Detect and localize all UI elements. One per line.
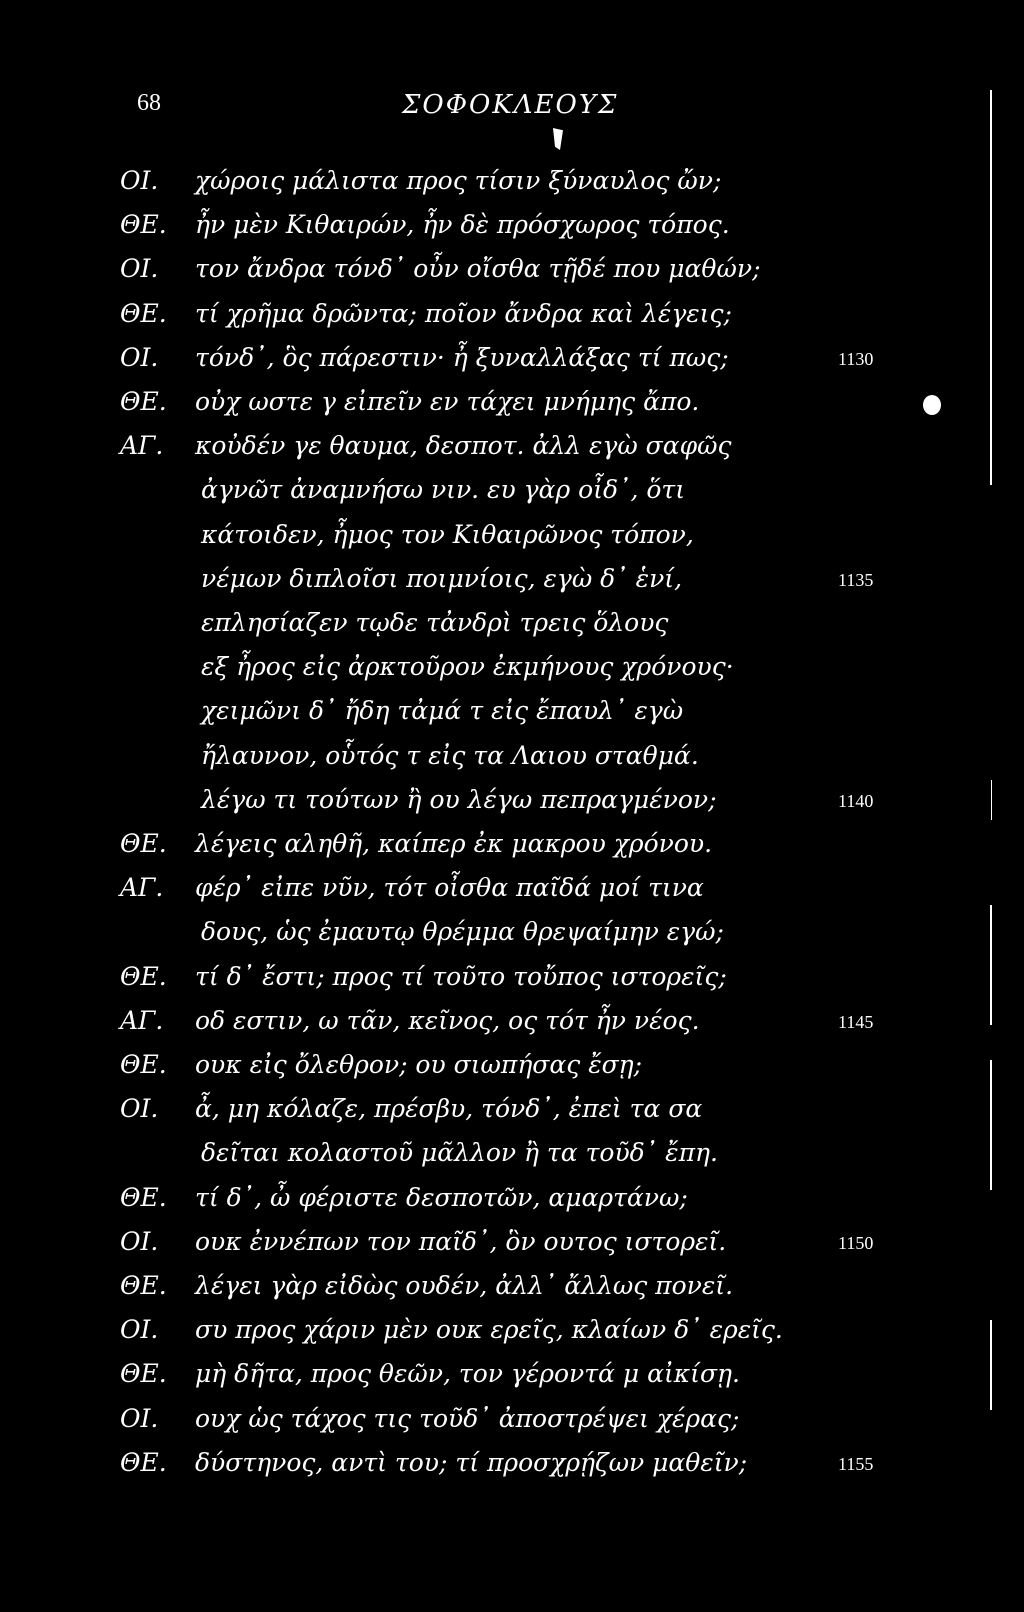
- speaker-label: ΟΙ.: [120, 1226, 159, 1256]
- verse-text: λέγεις αληθῆ, καίπερ ἐκ μακρου χρόνου.: [195, 829, 713, 858]
- verse-text: δύστηνος, αντὶ του; τί προσχρῄζων μαθεῖν;: [195, 1447, 748, 1477]
- speaker-label: ΑΓ.: [120, 1005, 164, 1035]
- verse-line: [0, 873, 1024, 913]
- verse-text: εξ ἦρος εἰς ἀρκτοῦρον ἐκμήνους χρόνους·: [201, 652, 734, 682]
- line-number: 1140: [838, 790, 874, 811]
- verse-text: τί δ᾽, ὦ φέριστε δεσποτῶν, αμαρτάνω;: [195, 1182, 688, 1212]
- verse-text: ἆ, μη κόλαζε, πρέσβυ, τόνδ᾽, ἐπεὶ τα σα: [195, 1094, 703, 1124]
- verse-line: [0, 917, 1024, 957]
- verse-text: ἦν μὲν Κιθαιρών, ἦν δὲ πρόσχωρος τόπος.: [195, 210, 730, 240]
- verse-text: ουχ ὡς τάχος τις τοῦδ᾽ ἀποστρέψει χέρας;: [195, 1403, 740, 1433]
- verse-line: [0, 608, 1024, 648]
- verse-text: λέγω τι τούτων ἢ ου λέγω πεπραγμένον;: [201, 784, 717, 814]
- page-number: 68: [137, 90, 161, 116]
- verse-line: [0, 1094, 1024, 1134]
- speaker-label: ΟΙ.: [120, 1094, 159, 1124]
- verse-line: [0, 299, 1024, 339]
- verse-line: [0, 343, 1024, 383]
- speaker-label: ΟΙ.: [120, 1315, 159, 1345]
- verse-line: [0, 785, 1024, 825]
- verse-text: χειμῶνι δ᾽ ἤδη τἀμά τ εἰς ἔπαυλ᾽ εγὼ: [201, 696, 684, 726]
- line-number: 1155: [838, 1453, 874, 1474]
- verse-text: επλησίαζεν τῳδε τἀνδρὶ τρεις ὅλους: [201, 608, 669, 637]
- speaker-label: ΘΕ.: [120, 387, 167, 416]
- verse-text: ἤλαυνον, οὗτός τ εἰς τα Λαιου σταθμά.: [201, 740, 699, 770]
- line-number: 1135: [838, 569, 874, 590]
- speaker-label: ΟΙ.: [120, 166, 159, 195]
- verse-text: λέγει γὰρ εἰδὼς ουδέν, ἀλλ᾽ ἄλλως πονεῖ.: [195, 1271, 734, 1300]
- speaker-label: ΘΕ.: [120, 1359, 167, 1389]
- verse-text: οδ εστιν, ω τᾶν, κεῖνος, ος τότ ἦν νέος.: [195, 1005, 700, 1035]
- verse-text: ουκ εἰς ὄλεθρον; ου σιωπήσας ἔσῃ;: [195, 1050, 643, 1079]
- verse-line: [0, 1183, 1024, 1223]
- speaker-label: ΑΓ.: [120, 431, 164, 461]
- verse-line: [0, 1006, 1024, 1046]
- line-number: 1145: [838, 1011, 874, 1032]
- verse-line: [0, 1448, 1024, 1488]
- speaker-label: ΟΙ.: [120, 1403, 159, 1433]
- verse-line: [0, 1227, 1024, 1267]
- verse-text: μὴ δῆτα, προς θεῶν, τον γέροντά μ αἰκίσῃ.: [195, 1359, 740, 1389]
- line-number: 1150: [838, 1232, 874, 1253]
- verse-line: [0, 1404, 1024, 1444]
- verse-text: κοὐδέν γε θαυμα, δεσποτ. ἀλλ εγὼ σαφῶς: [195, 431, 732, 461]
- verse-text: τόνδ᾽, ὃς πάρεστιν· ἦ ξυναλλάξας τί πως;: [195, 342, 729, 372]
- verse-text: συ προς χάριν μὲν ουκ ερεῖς, κλαίων δ᾽ ερεῖς.: [195, 1315, 783, 1345]
- speaker-label: ΘΕ.: [120, 829, 167, 858]
- verse-line: [0, 1359, 1024, 1399]
- verse-line: [0, 520, 1024, 560]
- verse-text: νέμων διπλοῖσι ποιμνίοις, εγὼ δ᾽ ἑνί,: [201, 563, 683, 593]
- verse-line: [0, 652, 1024, 692]
- verse-text: τον ἄνδρα τόνδ᾽ οὖν οἴσθα τῇδέ που μαθών;: [195, 254, 761, 284]
- line-number: 1130: [838, 348, 874, 369]
- verse-line: [0, 962, 1024, 1002]
- verse-line: [0, 1050, 1024, 1090]
- verse-text: δους, ὡς ἐμαυτῳ θρέμμα θρεψαίμην εγώ;: [201, 917, 724, 947]
- verse-text: ουκ ἐννέπων τον παῖδ᾽, ὃν ουτος ιστορεῖ.: [195, 1226, 727, 1256]
- verse-line: [0, 166, 1024, 206]
- speaker-label: ΘΕ.: [120, 210, 167, 240]
- speaker-label: ΟΙ.: [120, 342, 159, 372]
- speaker-label: ΘΕ.: [120, 961, 167, 991]
- speaker-label: ΑΓ.: [120, 873, 164, 903]
- verse-line: [0, 1315, 1024, 1355]
- verse-line: [0, 696, 1024, 736]
- verse-text: φέρ᾽ εἰπε νῦν, τότ οἶσθα παῖδά μοί τινα: [195, 873, 704, 903]
- verse-line: [0, 431, 1024, 471]
- verse-line: [0, 387, 1024, 427]
- verse-text: χώροις μάλιστα προς τίσιν ξύναυλος ὤν;: [195, 166, 722, 195]
- verse-text: δεῖται κολαστοῦ μᾶλλον ἢ τα τοῦδ᾽ ἔπη.: [201, 1138, 718, 1168]
- speaker-label: ΘΕ.: [120, 298, 167, 328]
- speaker-label: ΘΕ.: [120, 1447, 167, 1477]
- verse-text: ἀγνῶτ ἀναμνήσω νιν. ευ γὰρ οἶδ᾽, ὅτι: [201, 475, 686, 505]
- verse-text: οὐχ ωστε γ εἰπεῖν εν τάχει μνήμης ἄπο.: [195, 387, 700, 416]
- verse-line: [0, 254, 1024, 294]
- speaker-label: ΘΕ.: [120, 1050, 167, 1079]
- ink-mark: [553, 128, 563, 150]
- verse-text: κάτοιδεν, ἦμος τον Κιθαιρῶνος τόπον,: [201, 519, 694, 549]
- speaker-label: ΘΕ.: [120, 1182, 167, 1212]
- verse-text: τί χρῆμα δρῶντα; ποῖον ἄνδρα καὶ λέγεις;: [195, 298, 732, 328]
- verse-text: τί δ᾽ ἔστι; προς τί τοῦτο τοὔπος ιστορεῖς;: [195, 961, 727, 991]
- verse-line: [0, 1138, 1024, 1178]
- verse-line: [0, 1271, 1024, 1311]
- speaker-label: ΟΙ.: [120, 254, 159, 284]
- verse-line: [0, 475, 1024, 515]
- verse-line: [0, 210, 1024, 250]
- verse-line: [0, 564, 1024, 604]
- verse-line: [0, 829, 1024, 869]
- verse-line: [0, 741, 1024, 781]
- speaker-label: ΘΕ.: [120, 1271, 167, 1300]
- running-head: ΣΟΦΟΚΛΕΟΥΣ: [402, 90, 619, 120]
